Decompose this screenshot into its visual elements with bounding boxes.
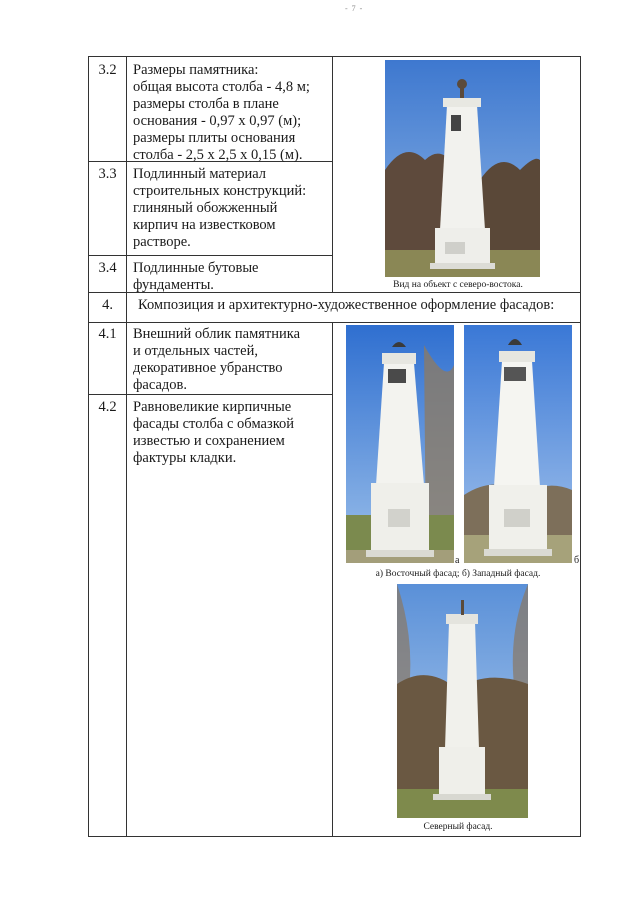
row-text-3-3: Подлинный материал строительных конструкций: глиняный обожженный кирпич на известковом растворе. bbox=[133, 166, 307, 250]
row-num-4-1: 4.1 bbox=[98, 326, 117, 342]
row-divider-4 bbox=[88, 322, 581, 323]
row-text-4: Композиция и архитектурно-художественное оформление фасадов: bbox=[138, 297, 555, 313]
table-border-bottom bbox=[88, 836, 581, 837]
row-divider-41 bbox=[88, 394, 333, 395]
row-text-3-4: Подлинные бутовые фундаменты. bbox=[133, 260, 259, 293]
caption-east-west: а) Восточный фасад; б) Западный фасад. bbox=[375, 569, 541, 579]
page-number: - 7 - bbox=[345, 4, 364, 13]
col-divider-2-top bbox=[332, 56, 333, 292]
photo-east-facade bbox=[346, 325, 454, 563]
row-num-3-4: 3.4 bbox=[98, 260, 117, 276]
photo-west-facade bbox=[464, 325, 572, 563]
label-a: а bbox=[455, 555, 460, 566]
row-num-3-2: 3.2 bbox=[98, 62, 117, 78]
row-divider-33 bbox=[88, 255, 333, 256]
table-border-top bbox=[88, 56, 581, 57]
caption-northeast: Вид на объект с северо-востока. bbox=[393, 280, 523, 290]
col-divider-2-bottom bbox=[332, 322, 333, 837]
photo-north-facade bbox=[397, 584, 528, 818]
table-border-right bbox=[580, 56, 581, 837]
row-num-4-2: 4.2 bbox=[98, 399, 117, 415]
photo-northeast bbox=[385, 60, 540, 277]
row-num-3-3: 3.3 bbox=[98, 166, 117, 182]
row-num-4: 4. bbox=[102, 297, 113, 313]
caption-north: Северный фасад. bbox=[423, 822, 493, 832]
label-b: б bbox=[574, 555, 580, 566]
row-text-4-2: Равновеликие кирпичные фасады столба с обмазкой известью и сохранением фактуры кладки. bbox=[133, 399, 295, 466]
row-text-4-1: Внешний облик памятника и отдельных частей, декоративное убранство фасадов. bbox=[133, 326, 301, 393]
row-text-3-2: Размеры памятника: общая высота столба - 4,8 м; размеры столба в плане основания - 0,97 х 0,97 (м); размеры плиты основания столба - 2,5 х 2,5 х 0,15 (м). bbox=[133, 62, 310, 163]
col-divider-1 bbox=[126, 56, 127, 837]
